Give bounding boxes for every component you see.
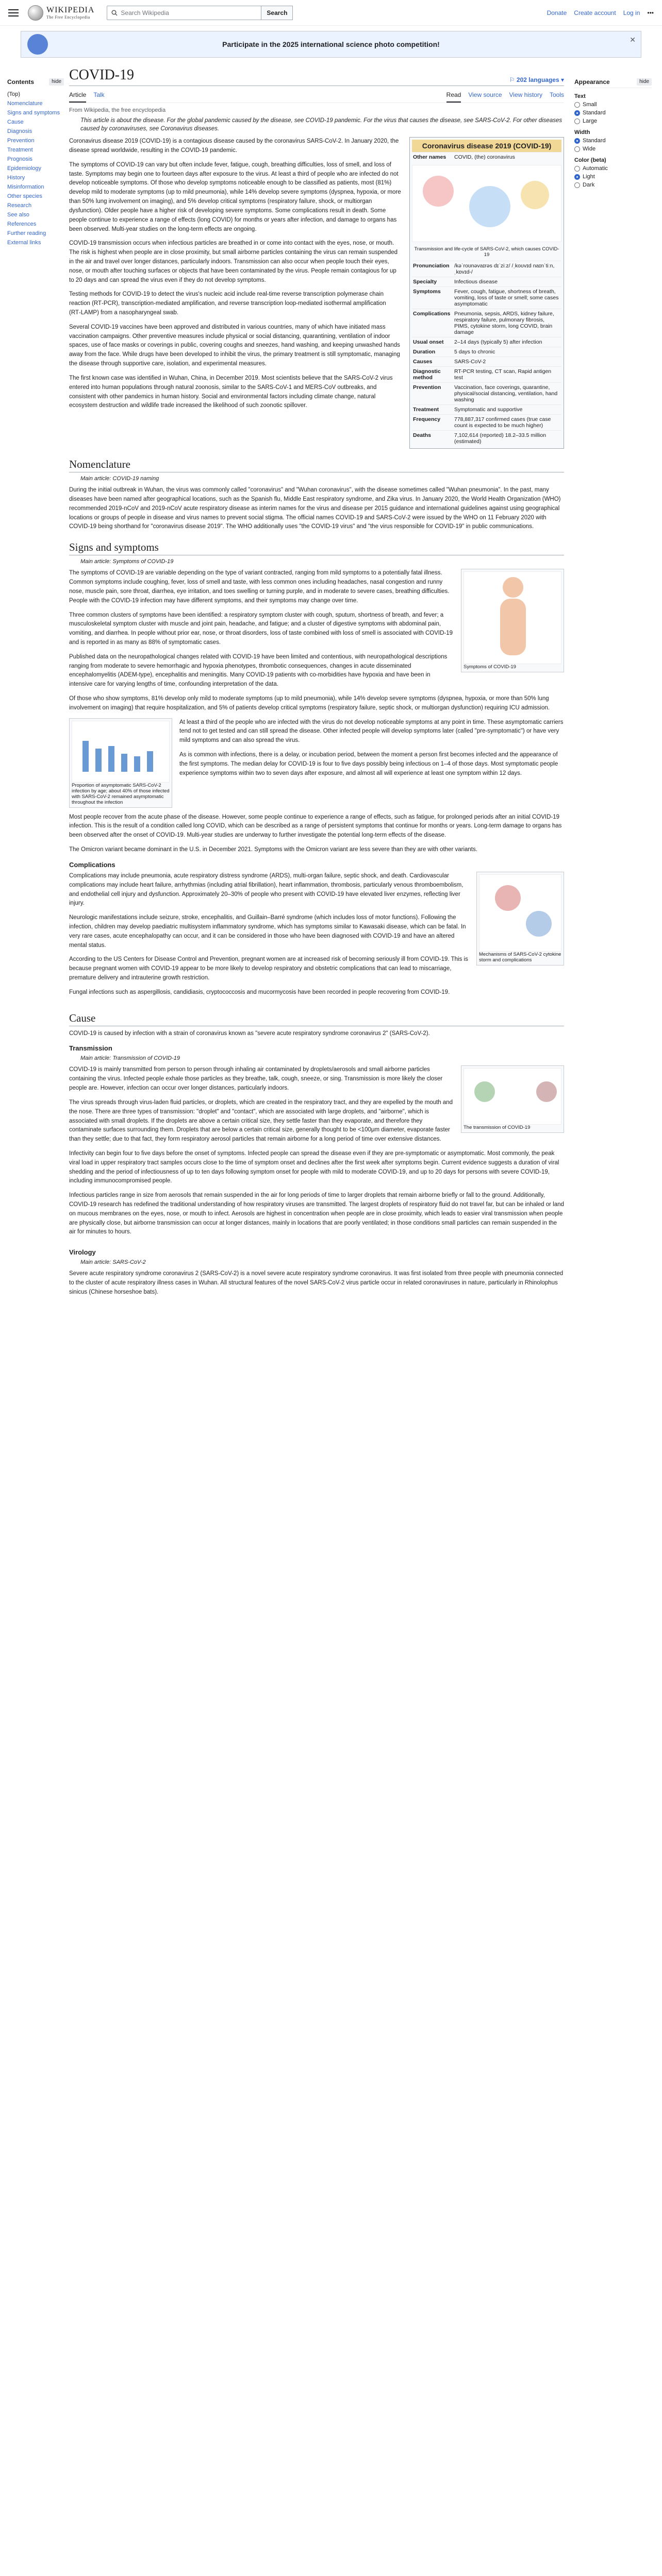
- appearance-title: Appearance: [574, 78, 610, 86]
- transmission-paragraph: The virus spreads through virus-laden fluid particles, or droplets, which are created in the respiratory tract, and they are expelled by the mouth and the nose. There are three types of transmission: "droplet" and "contact", which are associated with large droplets, and "airborne", which is associated with small droplets. If the droplets are above a certain critical size, they settle faster than they evaporate, and therefore they contaminate surfaces surrounding them. Droplets that are below a certain critical size, generally thought to be <100μm diameter, evaporate faster than they settle; due to that fact, they form respiratory aerosol particles that remain airborne for a long period of time over extensive distances.: [69, 1099, 453, 1143]
- radio-label: Large: [583, 118, 598, 124]
- section-heading-signs: Signs and symptoms: [69, 541, 564, 555]
- page-title: COVID-19: [69, 67, 134, 83]
- tab-view-history[interactable]: View history: [509, 91, 542, 98]
- infobox-value: COVID, (the) coronavirus: [454, 154, 515, 161]
- infobox-value[interactable]: Pneumonia, sepsis, ARDS, kidney failure, respiratory failure, pulmonary fibrosis, PIMS, cytokine storm, long COVID, brain damage: [454, 311, 554, 336]
- close-icon[interactable]: ✕: [630, 36, 636, 44]
- lead-paragraph: Coronavirus disease 2019 (COVID-19) is a contagious disease caused by the coronavirus SARS-CoV-2. In January 2020, the disease spread worldwide, resulting in the COVID-19 pandemic.: [69, 138, 399, 154]
- logo-tagline: The Free Encyclopedia: [46, 14, 90, 20]
- toc-item-cause[interactable]: Cause: [7, 119, 24, 125]
- signs-paragraph: The symptoms of COVID-19 are variable depending on the type of variant contracted, ranging from mild symptoms to a potentially fatal illness. Common symptoms include coughing, fever, loss of smell and taste, with less common ones including headaches, nasal congestion and runny nose, muscle pain, sore throat, diarrhea, eye irritation, and toes swelling or turning purple, and in moderate to severe cases, breathing difficulties. People with the COVID-19 infection may have different symptoms, and their symptoms may change over time.: [69, 570, 450, 604]
- toc-item-treatment[interactable]: Treatment: [7, 147, 33, 153]
- login-link[interactable]: Log in: [623, 9, 640, 16]
- section-heading-cause: Cause: [69, 1012, 564, 1026]
- cell-shape: [495, 885, 521, 911]
- text-size-label: Text: [574, 93, 586, 99]
- toc-item-research[interactable]: Research: [7, 202, 32, 209]
- symptoms-body-image[interactable]: [464, 571, 561, 664]
- hatnote: This article is about the disease. For the global pandemic caused by the disease, see COVID-19 pandemic. For the virus that causes the disease, see SARS-CoV-2. For other diseases caused by coronaviruses, see Coronavirus diseases.: [80, 117, 562, 132]
- virus-illustration: [423, 176, 454, 207]
- body-shape: [500, 599, 526, 655]
- radio-label: Automatic: [583, 165, 608, 172]
- nomenclature-paragraph: During the initial outbreak in Wuhan, the virus was commonly called "coronavirus" and "Wuhan coronavirus", with the disease sometimes called "Wuhan pneumonia". In the past, many diseases have been named after geographical locations, such as the Spanish flu, Middle East respiratory syndrome, and Zika virus. In January 2020, the World Health Organization (WHO) recommended 2019-nCoV and 2019-nCoV acute respiratory disease as interim names for the virus and disease per 2015 guidance and international guidelines against using geographical locations or groups of people in disease and virus names to prevent social stigma. The official names COVID‑19 and SARS-CoV-2 were issued by the WHO on 11 February 2020 with COVID-19 being shorthand for "coronavirus disease 2019". The WHO additionally uses "the COVID‑19 virus" and "the virus responsible for COVID‑19" in public communications.: [69, 487, 561, 530]
- text-size-large[interactable]: [574, 118, 652, 124]
- cause-paragraph: COVID‑19 is caused by infection with a strain of coronavirus known as "severe acute respiratory syndrome coronavirus 2" (SARS-CoV-2).: [69, 1030, 430, 1037]
- globe-icon: [28, 5, 43, 21]
- text-size-standard[interactable]: [574, 110, 652, 116]
- infobox-label: Prevention: [413, 384, 441, 391]
- radio-label: Wide: [583, 146, 596, 152]
- more-options-icon[interactable]: •••: [647, 9, 654, 16]
- figure-caption: Proportion of asymptomatic SARS-CoV-2 infection by age; about 40% of those infected with SARS-CoV-2 remained asymptomatic throughout the infection: [72, 782, 170, 805]
- infobox-label: Treatment: [413, 406, 439, 413]
- infobox-label: Diagnostic method: [413, 368, 441, 381]
- appearance-hide-button[interactable]: hide: [637, 78, 652, 86]
- toc-title: Contents: [7, 78, 34, 86]
- text-size-small[interactable]: [574, 101, 652, 108]
- infobox-value: 2–14 days (typically 5) after infection: [454, 339, 542, 346]
- subsection-heading-transmission: Transmission: [69, 1044, 112, 1053]
- symptoms-figure: [461, 569, 564, 672]
- toc-item-signs[interactable]: Signs and symptoms: [7, 110, 60, 116]
- complications-paragraph: Fungal infections such as aspergillosis, candidiasis, cryptococcosis and mucormycosis have been recorded in people recovering from COVID-19.: [69, 989, 450, 995]
- lead-paragraph: COVID‑19 transmission occurs when infectious particles are breathed in or come into contact with the eyes, nose, or mouth. The risk is highest when people are in close proximity, but small airborne particles containing the virus can remain suspended in the air and travel over longer distances, particularly indoors. Transmission can also occur when people touch their eyes, nose, or mouth after touching surfaces or objects that have been contaminated by the virus. People remain contagious for up to 20 days and can spread the virus even if they do not develop symptoms.: [69, 240, 398, 283]
- article-body: [69, 63, 564, 1302]
- person-shape: [536, 1081, 557, 1102]
- bar-shape: [82, 741, 89, 772]
- infobox-label: Pronunciation: [413, 263, 450, 269]
- language-count: 202 languages: [516, 76, 559, 83]
- main-menu-icon[interactable]: [8, 9, 19, 16]
- signs-paragraph: The Omicron variant became dominant in the U.S. in December 2021. Symptoms with the Omicron variant are less severe than they are with other variants.: [69, 846, 477, 853]
- infobox-caption: Transmission and life-cycle of SARS-CoV-2, which causes COVID-19: [414, 246, 559, 258]
- figure-caption: Symptoms of COVID-19: [464, 664, 516, 670]
- search-button[interactable]: Search: [261, 6, 293, 20]
- toc-item-external-links[interactable]: External links: [7, 240, 41, 246]
- complications-figure: [476, 872, 564, 965]
- main-article-note[interactable]: Main article: SARS-CoV-2: [80, 1259, 146, 1266]
- search-form: [107, 6, 293, 20]
- tab-talk[interactable]: Talk: [93, 91, 105, 98]
- complications-paragraph: Neurologic manifestations include seizure, stroke, encephalitis, and Guillain–Barré syndrome (which includes loss of motor functions). Following the infection, children may develop paediatric multisystem inflammatory syndrome, which has symptoms similar to Kawasaki disease, which can be fatal. In very rare cases, acute encephalopathy can occur, and it can be considered in those who have been diagnosed with COVID‑19 and have an altered mental status.: [69, 914, 466, 948]
- radio-icon: [574, 102, 580, 108]
- virology-paragraph: Severe acute respiratory syndrome coronavirus 2 (SARS-CoV-2) is a novel severe acute respiratory syndrome coronavirus. It was first isolated from three people with pneumonia connected to the cluster of acute respiratory illness cases in Wuhan. All structural features of the novel SARS-CoV-2 virus particle occur in related coronaviruses in nature, particularly in Rhinolophus sinicus (Chinese horseshoe bats).: [69, 1270, 564, 1295]
- infobox-label: Frequency: [413, 416, 441, 423]
- radio-selected-icon: [574, 138, 580, 144]
- radio-label: Dark: [583, 182, 595, 188]
- transmission-diagram[interactable]: [412, 165, 561, 242]
- transmission-figure: [461, 1065, 564, 1133]
- infobox-label: Usual onset: [413, 339, 444, 346]
- toc-item-references[interactable]: References: [7, 221, 37, 227]
- tab-tools[interactable]: Tools: [549, 91, 564, 98]
- radio-selected-icon: [574, 110, 580, 116]
- radio-icon: [574, 146, 580, 152]
- banner-text: Participate in the 2025 international science photo competition!: [222, 40, 440, 48]
- infobox-value: 5 days to chronic: [454, 349, 495, 355]
- color-label: Color (beta): [574, 157, 606, 163]
- infobox-value[interactable]: Infectious disease: [454, 279, 498, 285]
- transmission-paragraph: Infectious particles range in size from aerosols that remain suspended in the air for long periods of time to larger droplets that remain airborne briefly or fall to the ground. Additionally, COVID-19 research has redefined the traditional understanding of how respiratory viruses are transmitted. The largest droplets of respiratory fluid do not travel far, but can be inhaled or land on mucous membranes on the eyes, nose, or mouth to infect. Aerosols are highest in concentration when people are in close proximity, which leads to easier viral transmission when people are physically close, but airborne transmission can occur at longer distances, mainly in locations that are poorly ventilated; in those conditions small particles can remain suspended in the air for minutes to hours.: [69, 1192, 564, 1235]
- infobox-value[interactable]: Fever, cough, fatigue, shortness of breath, vomiting, loss of taste or smell; some cases asymptomatic: [454, 289, 559, 308]
- infobox-label: Complications: [413, 311, 451, 317]
- complications-paragraph: Complications may include pneumonia, acute respiratory distress syndrome (ARDS), multi-organ failure, septic shock, and death. Cardiovascular complications may include heart failure, arrhythmias (including atrial fibrillation), heart inflammation, thrombosis, particularly venous thromboembolism, and endothelial cell injury and dysfunction. Approximately 20–30% of people who present with COVID‑19 have elevated liver enzymes, reflecting liver injury.: [69, 872, 464, 907]
- radio-label: Standard: [583, 138, 606, 144]
- logo-wordmark: WIKIPEDIA: [46, 6, 95, 15]
- bar-shape: [95, 749, 102, 772]
- infobox-label: Specialty: [413, 279, 437, 285]
- infobox-title: Coronavirus disease 2019 (COVID-19): [412, 140, 561, 152]
- radio-icon: [574, 182, 580, 188]
- transmission-paragraph: COVID-19 is mainly transmitted from person to person through inhaling air contaminated by droplets/aerosols and small airborne particles containing the virus. Infected people exhale those particles as they breathe, talk, cough, sneeze, or sing. Transmission is more likely the closer people are. However, infection can occur over longer distances, particularly indoors.: [69, 1066, 443, 1092]
- signs-paragraph: Of those who show symptoms, 81% develop only mild to moderate symptoms (up to mild pneumonia), while 14% develop severe symptoms (dyspnea, hypoxia, or more than 50% lung involvement on imaging) that require hospitalization, and 5% of patients develop critical symptoms (respiratory failure, septic shock, or multiorgan dysfunction) requiring ICU admission.: [69, 696, 550, 711]
- user-links: [547, 9, 654, 16]
- toc-item-see-also[interactable]: See also: [7, 212, 29, 218]
- toc-hide-button[interactable]: hide: [49, 78, 64, 86]
- section-heading-nomenclature: Nomenclature: [69, 458, 564, 472]
- search-input[interactable]: [107, 6, 261, 20]
- figure-caption: The transmission of COVID-19: [464, 1125, 531, 1131]
- radio-selected-icon: [574, 174, 580, 180]
- complications-paragraph: According to the US Centers for Disease Control and Prevention, pregnant women are at increased risk of becoming seriously ill from COVID-19. This is because pregnant women with COVID-19 appear to be more likely to develop respiratory and obstetric complications that can lead to miscarriage, premature delivery and intrauterine growth restriction.: [69, 956, 468, 981]
- infobox-label: Symptoms: [413, 289, 441, 295]
- bar-shape: [108, 746, 114, 772]
- person-shape: [474, 1081, 495, 1102]
- subsection-heading-complications: Complications: [69, 860, 115, 869]
- signs-paragraph: Most people recover from the acute phase of the disease. However, some people continue to experience a range of effects, such as fatigue, for prolonged periods after an initial COVID-19 infection. This is the result of a condition called long COVID, which can be described as a range of persistent symptoms that continue for months or years. Long-term damage to organs has been observed after the onset of COVID-19. Multi-year studies are underway to further investigate the potential long-term effects of the disease.: [69, 814, 562, 839]
- infobox-value[interactable]: RT-PCR testing, CT scan, Rapid antigen test: [454, 368, 552, 381]
- color-automatic[interactable]: [574, 165, 652, 172]
- toc-item-further-reading[interactable]: Further reading: [7, 230, 46, 236]
- cytokine-storm-image[interactable]: [479, 874, 561, 952]
- lead-paragraph: Several COVID-19 vaccines have been approved and distributed in various countries, many of which have initiated mass vaccination campaigns. Other preventive measures include physical or social distancing, quarantining, ventilation of indoor spaces, use of face masks or coverings in public, covering coughs and sneezes, hand washing, and keeping unwashed hands away from the face. While drugs have been developed to inhibit the virus, the primary treatment is still symptomatic, managing the disease through supportive care, isolation, and experimental measures.: [69, 324, 400, 367]
- radio-label: Small: [583, 101, 597, 108]
- toc-item-other-species[interactable]: Other species: [7, 193, 42, 199]
- width-wide[interactable]: [574, 146, 652, 152]
- cell-shape: [526, 911, 552, 937]
- donate-link[interactable]: Donate: [547, 9, 567, 16]
- infobox-value[interactable]: Vaccination, face coverings, quarantine, physical/social distancing, ventilation, hand washing: [454, 384, 558, 403]
- cell-illustration: [469, 186, 510, 227]
- asymptomatic-figure: [69, 718, 172, 808]
- site-header: [0, 0, 662, 26]
- infobox: [409, 137, 564, 449]
- search-icon: [111, 10, 118, 16]
- infobox-label: Deaths: [413, 432, 432, 439]
- wikipedia-logo[interactable]: [28, 5, 94, 21]
- radio-icon: [574, 118, 580, 124]
- lung-illustration: [521, 181, 549, 209]
- toc-item-prevention[interactable]: Prevention: [7, 138, 35, 144]
- bar-shape: [134, 756, 140, 772]
- table-of-contents: [7, 63, 64, 1302]
- head-shape: [503, 577, 523, 598]
- subsection-heading-virology: Virology: [69, 1248, 96, 1257]
- toc-item-nomenclature[interactable]: Nomenclature: [7, 100, 43, 107]
- toc-item-top[interactable]: (Top): [7, 91, 21, 97]
- infobox-label: Causes: [413, 359, 433, 365]
- asymptomatic-chart-image[interactable]: [72, 721, 170, 783]
- signs-paragraph: As is common with infections, there is a delay, or incubation period, between the moment a person first becomes infected and the appearance of the first symptoms. The median delay for COVID-19 is four to five days possibly being infectious on 1–4 of those days. Most symptomatic people experience symptoms within two to seven days after exposure, and almost all will experience at least one symptom within 12 days.: [179, 752, 558, 776]
- infobox-label: Other names: [413, 154, 446, 161]
- infobox-value[interactable]: /kəˈroʊnəvaɪrəs dɪˈziːz/ /ˌkoʊvɪd naɪnˈtiːn, ˌkɒvɪd-/: [454, 263, 555, 276]
- signs-paragraph: At least a third of the people who are infected with the virus do not develop noticeable symptoms at any point in time. These asymptomatic carriers tend not to get tested and can still spread the disease. Other infected people will develop symptoms later (called "pre-symptomatic") or have very mild symptoms and can also spread the virus.: [179, 719, 564, 744]
- language-button[interactable]: ⚐ 202 languages ▾: [509, 76, 564, 83]
- transmission-paragraph: Infectivity can begin four to five days before the onset of symptoms. Infected people can spread the disease even if they are pre-symptomatic or asymptomatic. Most commonly, the peak viral load in upper respiratory tract samples occurs close to the time of symptom onset and declines after the first week after symptoms begin. Current evidence suggests a duration of viral shedding and the period of infectiousness of up to ten days following symptom onset for people with mild to moderate COVID-19, and up to 20 days for persons with severe COVID-19, including immunocompromised people.: [69, 1150, 559, 1184]
- color-dark[interactable]: [574, 182, 652, 188]
- toc-item-history[interactable]: History: [7, 175, 25, 181]
- infobox-value: 778,887,317 confirmed cases (true case count is expected to be much higher): [454, 416, 551, 429]
- toc-item-diagnosis[interactable]: Diagnosis: [7, 128, 32, 134]
- bar-shape: [147, 751, 153, 772]
- tab-read[interactable]: Read: [446, 89, 461, 103]
- toc-item-epidemiology[interactable]: Epidemiology: [7, 165, 42, 172]
- main-article-note[interactable]: Main article: COVID-19 naming: [80, 476, 159, 482]
- infobox-label: Duration: [413, 349, 436, 355]
- width-standard[interactable]: [574, 138, 652, 144]
- tagline: From Wikipedia, the free encyclopedia: [69, 107, 166, 113]
- main-article-note[interactable]: Main article: Transmission of COVID-19: [80, 1055, 180, 1062]
- radio-icon: [574, 166, 580, 172]
- infobox-value: 7,102,614 (reported) 18.2–33.5 million (estimated): [454, 432, 547, 445]
- main-article-note[interactable]: Main article: Symptoms of COVID-19: [80, 558, 174, 565]
- toc-item-misinformation[interactable]: Misinformation: [7, 184, 44, 190]
- bar-shape: [121, 754, 127, 772]
- width-label: Width: [574, 129, 590, 135]
- lead-paragraph: The symptoms of COVID‑19 can vary but often include fever, fatigue, cough, breathing difficulties, loss of smell, and loss of taste. Symptoms may begin one to fourteen days after exposure to the virus. At least a third of people who are infected do not develop noticeable symptoms. Of those who develop symptoms noticeable enough to be classified as patients, most (81%) develop mild to moderate symptoms (up to mild pneumonia), while 14% develop severe symptoms (dyspnea, hypoxia, or more than 50% lung involvement on imaging), and 5% develop critical symptoms (respiratory failure, shock, or multiorgan dysfunction). Older people have a higher risk of developing severe symptoms. Some complications result in death. Some people continue to experience a range of effects (long COVID) for months or years after infection, and damage to organs has been observed. Multi-year studies on the long-term effects are ongoing.: [69, 161, 401, 232]
- transmission-image[interactable]: [464, 1068, 561, 1125]
- figure-caption: Mechanisms of SARS-CoV-2 cytokine storm and complications: [479, 951, 561, 963]
- lead-paragraph: The first known case was identified in Wuhan, China, in December 2019. Most scientists believe that the SARS-CoV-2 virus entered into human populations through natural zoonosis, similar to the SARS-CoV-1 and MERS-CoV outbreaks, and consistent with other pandemics in human history. Social and environmental factors including climate change, natural ecosystem destruction and wildlife trade increased the likelihood of such zoonotic spillover.: [69, 375, 393, 409]
- lead-section: [69, 137, 401, 449]
- appearance-panel: [574, 63, 652, 1302]
- signs-paragraph: Published data on the neuropathological changes related with COVID-19 have been limited and contentious, with neuropathological descriptions ranging from moderate to severe hemorrhagic and hypoxia phenotypes, thrombotic consequences, changes in acute disseminated encephalomyelitis (ADEM-type), encephalitis and meningitis. Many COVID-19 patients with co-morbidities have hypoxia and have been in intensive care for varying lengths of time, confounding interpretation of the data.: [69, 653, 448, 688]
- campaign-banner[interactable]: [21, 31, 641, 58]
- infobox-value[interactable]: SARS-CoV-2: [454, 359, 486, 365]
- signs-paragraph: Three common clusters of symptoms have been identified: a respiratory symptom cluster with cough, sputum, shortness of breath, and fever; a musculoskeletal symptom cluster with muscle and joint pain, headache, and fatigue; and a cluster of digestive symptoms with abdominal pain, vomiting, and diarrhea. In people without prior ear, nose, or throat disorders, loss of taste combined with loss of smell is associated with COVID-19 and is reported in as many as 88% of symptomatic cases.: [69, 612, 453, 646]
- search-placeholder: Search Wikipedia: [121, 9, 169, 16]
- radio-label: Light: [583, 174, 595, 180]
- lead-paragraph: Testing methods for COVID-19 to detect the virus's nucleic acid include real-time reverse transcription polymerase chain reaction (RT‑PCR), transcription-mediated amplification, and reverse transcription loop-mediated isothermal amplification (RT‑LAMP) from a nasopharyngeal swab.: [69, 291, 386, 316]
- infobox-value[interactable]: Symptomatic and supportive: [454, 406, 523, 413]
- camera-icon: [27, 34, 48, 55]
- tab-article[interactable]: Article: [69, 89, 86, 103]
- toc-item-prognosis[interactable]: Prognosis: [7, 156, 32, 162]
- tab-view-source[interactable]: View source: [468, 91, 502, 98]
- color-light[interactable]: [574, 174, 652, 180]
- radio-label: Standard: [583, 110, 606, 116]
- create-account-link[interactable]: Create account: [574, 9, 616, 16]
